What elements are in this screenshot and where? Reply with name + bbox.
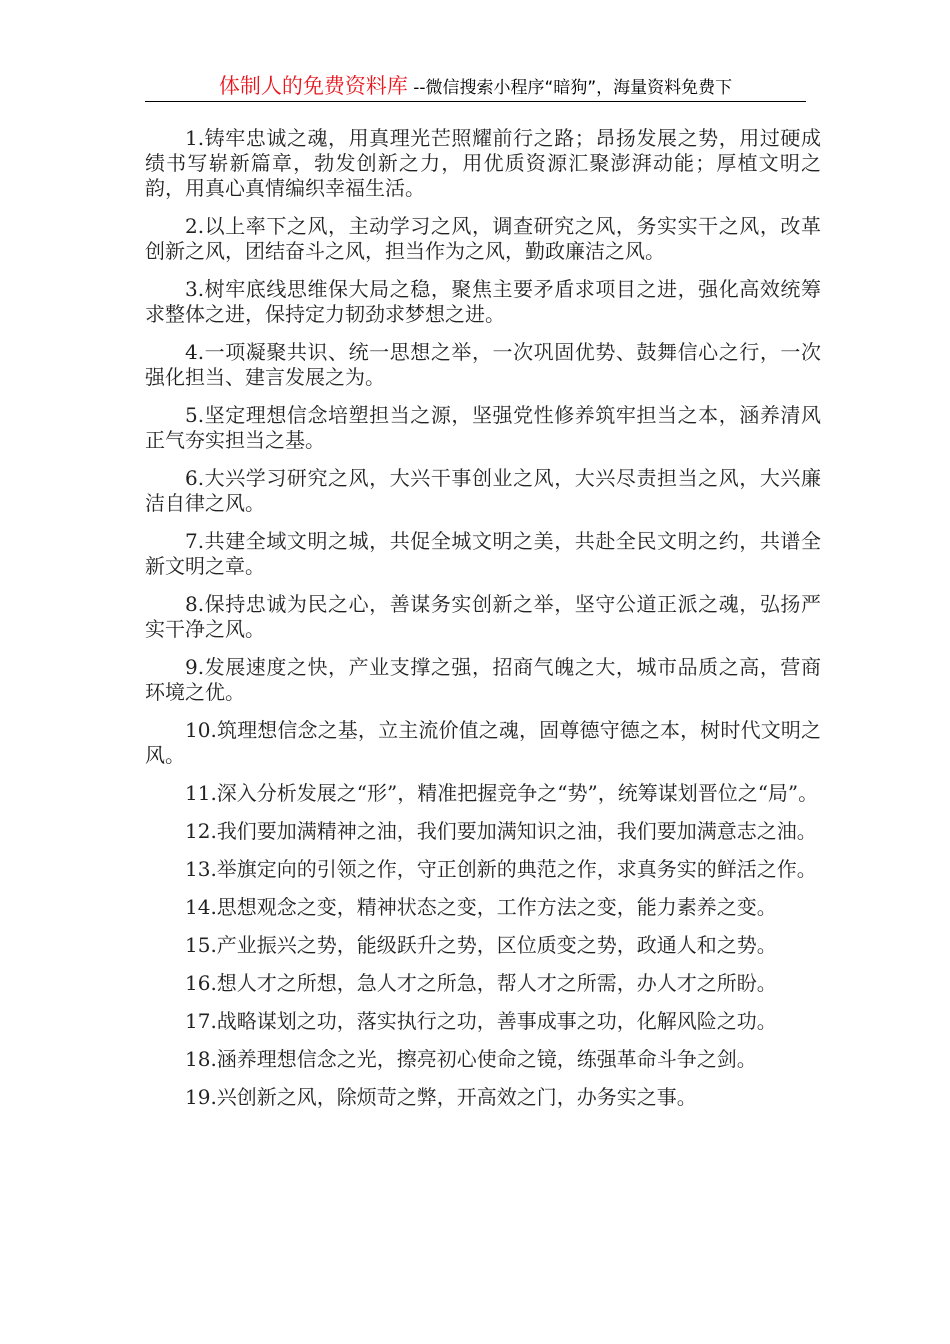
list-item: 13.举旗定向的引领之作，守正创新的典范之作，求真务实的鲜活之作。 (185, 857, 817, 881)
list-item: 4.一项凝聚共识、统一思想之举，一次巩固优势、鼓舞信心之行，一次强化担当、建言发展之为。 (145, 340, 821, 389)
document-body (145, 126, 821, 1123)
header-slogan: --微信搜索小程序“暗狗”，海量资料免费下 (407, 78, 733, 98)
list-item: 14.思想观念之变，精神状态之变，工作方法之变，能力素养之变。 (185, 895, 777, 919)
list-item: 2.以上率下之风，主动学习之风，调查研究之风，务实实干之风，改革创新之风，团结奋斗之风，担当作为之风，勤政廉洁之风。 (145, 214, 821, 263)
list-item: 9.发展速度之快，产业支撑之强，招商气魄之大，城市品质之高，营商环境之优。 (145, 655, 821, 704)
list-item: 12.我们要加满精神之油，我们要加满知识之油，我们要加满意志之油。 (185, 819, 817, 843)
page-header (145, 70, 806, 102)
list-item: 19.兴创新之风，除烦苛之弊，开高效之门，办务实之事。 (185, 1085, 697, 1109)
list-item: 16.想人才之所想，急人才之所急，帮人才之所需，办人才之所盼。 (185, 971, 777, 995)
list-item: 11.深入分析发展之“形”，精准把握竞争之“势”，统筹谋划晋位之“局”。 (185, 781, 819, 805)
list-item: 3.树牢底线思维保大局之稳，聚焦主要矛盾求项目之进，强化高效统筹求整体之进，保持定力韧劲求梦想之进。 (145, 277, 821, 326)
list-item: 15.产业振兴之势，能级跃升之势，区位质变之势，政通人和之势。 (185, 933, 777, 957)
list-item: 18.涵养理想信念之光，擦亮初心使命之镜，练强革命斗争之剑。 (185, 1047, 757, 1071)
list-item: 6.大兴学习研究之风，大兴干事创业之风，大兴尽责担当之风，大兴廉洁自律之风。 (145, 466, 821, 515)
list-item: 10.筑理想信念之基，立主流价值之魂，固尊德守德之本，树时代文明之风。 (145, 718, 821, 767)
list-item: 7.共建全域文明之城，共促全城文明之美，共赴全民文明之约，共谱全新文明之章。 (145, 529, 821, 578)
list-item: 8.保持忠诚为民之心，善谋务实创新之举，坚守公道正派之魂，弘扬严实干净之风。 (145, 592, 821, 641)
header-brand: 体制人的免费资料库 (218, 74, 408, 98)
list-item: 17.战略谋划之功，落实执行之功，善事成事之功，化解风险之功。 (185, 1009, 777, 1033)
list-item: 5.坚定理想信念培塑担当之源，坚强党性修养筑牢担当之本，涵养清风正气夯实担当之基。 (145, 403, 821, 452)
list-item: 1.铸牢忠诚之魂，用真理光芒照耀前行之路；昂扬发展之势，用过硬成绩书写崭新篇章，勃发创新之力，用优质资源汇聚澎湃动能；厚植文明之韵，用真心真情编织幸福生活。 (145, 126, 821, 200)
